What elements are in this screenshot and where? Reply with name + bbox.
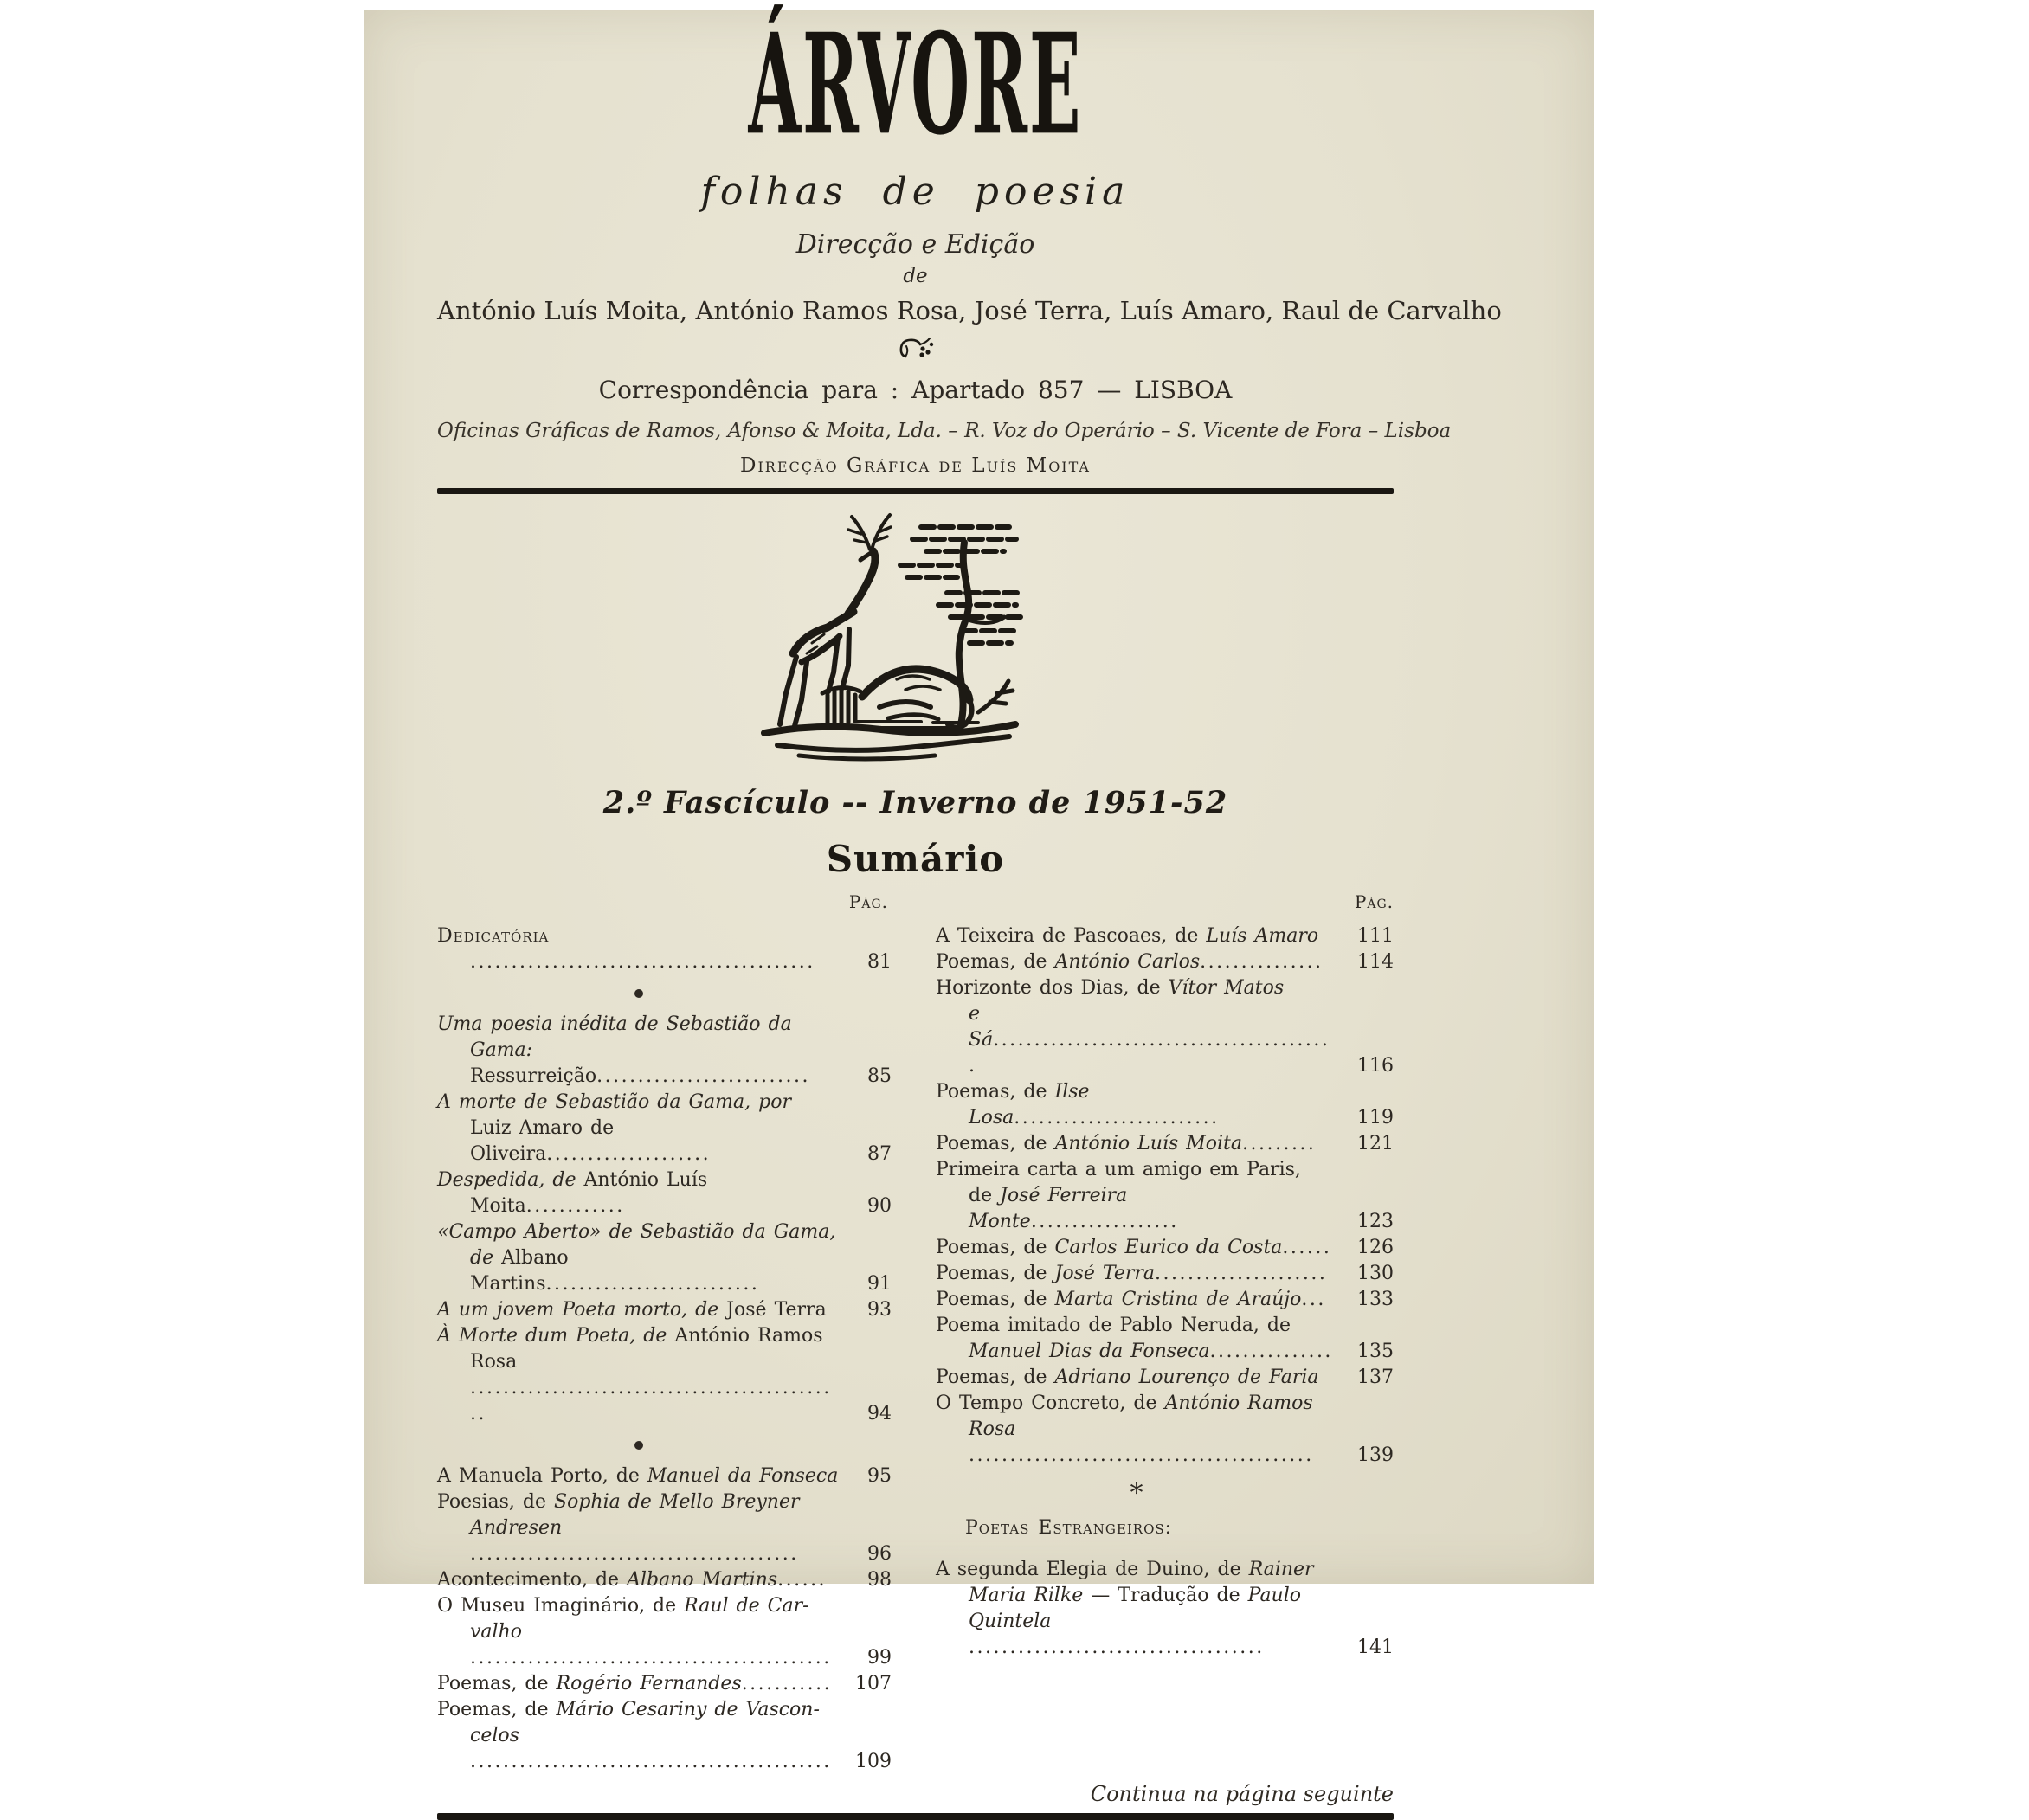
toc-page-number: 95	[867, 1465, 892, 1487]
toc-entry	[936, 1313, 1394, 1365]
toc-entry	[437, 1012, 892, 1090]
toc-page-number: 107	[855, 1673, 892, 1695]
toc-page-number: 141	[1357, 1637, 1394, 1658]
toc-entry-text: Dedicatória ..........................................	[437, 925, 815, 973]
toc-entry-text: Uma poesia inédita de Sebastião da Gama: Ressurreição..........................	[437, 1013, 810, 1087]
toc-entry-text: Poemas, de Rogério Fernandes...........	[437, 1673, 833, 1695]
toc-page-number: 81	[867, 951, 892, 973]
toc-page-number: 114	[1357, 951, 1394, 973]
toc-entry-text: Poemas, de Adriano Lourenço de Faria	[936, 1367, 1319, 1388]
toc-page-number: 98	[867, 1569, 892, 1591]
toc-entry	[437, 1167, 892, 1219]
toc-entry	[936, 1157, 1394, 1235]
toc-entry-text: Poemas, de Mário Cesariny de Vascon- celos ............................................	[437, 1699, 832, 1772]
toc-entry-text: Poemas, de Carlos Eurico da Costa......	[936, 1237, 1332, 1258]
toc-page-number: 90	[867, 1195, 892, 1217]
toc-entry	[437, 923, 892, 975]
toc-separator-bullet	[437, 987, 892, 999]
toc-entry-text: Poemas, de António Carlos...............	[936, 951, 1324, 973]
graphic-direction-line: Direcção Gráfica de Luís Moita	[740, 454, 1091, 477]
toc-entry-text: Poemas, de Ilse Losa.........................	[936, 1081, 1220, 1129]
toc-column-right	[936, 889, 1394, 1775]
toc-page-number: 91	[867, 1273, 892, 1295]
toc-page-number: 116	[1357, 1055, 1394, 1077]
toc-page-number: 139	[1357, 1444, 1394, 1466]
toc-entry	[437, 1567, 892, 1593]
toc-page-number: 126	[1357, 1237, 1394, 1258]
page-column-header: Pág.	[1354, 891, 1394, 912]
toc-entry-text: A Manuela Porto, de Manuel da Fonseca	[437, 1465, 839, 1487]
toc-entry	[437, 1593, 892, 1671]
toc-entry-text: «Campo Aberto» de Sebastião da Gama, de Albano Martins..........................	[437, 1221, 836, 1295]
toc-page-number: 130	[1357, 1263, 1394, 1284]
toc-entry	[437, 1489, 892, 1567]
toc-page-number: 135	[1357, 1341, 1394, 1362]
bottom-divider-rule	[437, 1813, 1394, 1820]
toc-entry-text: A Teixeira de Pascoaes, de Luís Amaro	[936, 925, 1319, 947]
page-column-header: Pág.	[848, 891, 888, 912]
toc-entry	[936, 1287, 1394, 1313]
toc-entry	[936, 1365, 1394, 1391]
toc-entry-text: Poemas, de António Luís Moita.........	[936, 1133, 1317, 1154]
toc-entry	[936, 1391, 1394, 1469]
toc-entry	[437, 1463, 892, 1489]
magazine-title: ÁRVORE	[748, 4, 1083, 167]
toc-entry-text: A morte de Sebastião da Gama, por Luiz Amaro de Oliveira....................	[437, 1091, 791, 1165]
table-of-contents	[437, 889, 1394, 1775]
bullet-icon	[634, 989, 643, 998]
masthead	[437, 4, 1394, 167]
toc-right-entries	[936, 923, 1394, 1661]
toc-entry-text: O Museu Imaginário, de Raul de Car- valho ............................................	[437, 1595, 832, 1669]
toc-entry	[936, 949, 1394, 975]
printer-imprint-line: Oficinas Gráficas de Ramos, Afonso & Moita, Lda. – R. Voz do Operário – S. Vicente de Fora – Lisboa	[437, 420, 1452, 442]
toc-page-number: 85	[867, 1065, 892, 1087]
toc-entry-text: A segunda Elegia de Duino, de Rainer Maria Rilke — Tradução de Paulo Quintela ....................................	[936, 1559, 1314, 1658]
toc-entry	[936, 1235, 1394, 1261]
scanned-page	[364, 4, 1594, 1806]
toc-entry	[936, 975, 1394, 1079]
toc-entry	[936, 923, 1394, 949]
toc-entry-text: Primeira carta a um amigo em Paris, de José Ferreira Monte..................	[936, 1159, 1301, 1232]
toc-entry-text: Acontecimento, de Albano Martins......	[437, 1569, 828, 1591]
toc-page-number: 119	[1357, 1107, 1394, 1129]
toc-entry-text: O Tempo Concreto, de António Ramos Rosa ..........................................	[936, 1392, 1314, 1466]
toc-page-number: 87	[867, 1143, 892, 1165]
bullet-icon	[634, 1441, 643, 1450]
toc-entry-text: A um jovem Poeta morto, de José Terra	[437, 1299, 827, 1321]
toc-page-number: 111	[1357, 925, 1394, 947]
toc-entry	[936, 1557, 1394, 1661]
toc-page-number: 109	[855, 1751, 892, 1772]
continuation-note: Continua na página seguinte	[1090, 1782, 1394, 1806]
toc-section-heading: Poetas Estrangeiros:	[965, 1517, 1173, 1539]
toc-entry	[437, 1219, 892, 1297]
toc-page-number: 99	[867, 1647, 892, 1669]
toc-entry	[437, 1323, 892, 1427]
toc-page-number: 123	[1357, 1211, 1394, 1232]
toc-left-entries	[437, 923, 892, 1775]
toc-page-number: 137	[1357, 1367, 1394, 1388]
correspondence-line: Correspondência para : Apartado 857 — LISBOA	[598, 376, 1233, 404]
toc-entry-text: Horizonte dos Dias, de Vítor Matos e Sá..........................................	[936, 977, 1330, 1077]
toc-entry-text: Poemas, de Marta Cristina de Araújo...	[936, 1289, 1326, 1310]
toc-page-number: 93	[867, 1299, 892, 1321]
toc-separator-asterisk: *	[1130, 1478, 1143, 1508]
toc-entry-text: Poema imitado de Pablo Neruda, de Manuel Dias da Fonseca...............	[936, 1315, 1333, 1362]
toc-entry	[437, 1671, 892, 1697]
toc-entry	[936, 1261, 1394, 1287]
toc-page-number: 133	[1357, 1289, 1394, 1310]
toc-entry-text: À Morte dum Poeta, de António Ramos Rosa ..............................................	[437, 1325, 832, 1424]
magazine-subtitle: folhas de poesia	[700, 170, 1130, 214]
page-content	[437, 4, 1502, 1820]
stag-woodcut-illustration	[437, 506, 1394, 762]
toc-entry	[437, 1297, 892, 1323]
toc-entry-text: Poesias, de Sophia de Mello Breyner Andresen ........................................	[437, 1491, 800, 1565]
fascicle-line: 2.º Fascículo -- Inverno de 1951-52	[602, 785, 1228, 820]
toc-entry	[437, 1090, 892, 1167]
toc-entry-text: Poemas, de José Terra.....................	[936, 1263, 1328, 1284]
toc-column-left	[437, 889, 892, 1775]
toc-entry	[936, 1131, 1394, 1157]
edition-label: Direcção e Edição	[795, 229, 1035, 260]
editors-line: António Luís Moita, António Ramos Rosa, José Terra, Luís Amaro, Raul de Carvalho	[437, 296, 1502, 325]
toc-entry	[936, 1079, 1394, 1131]
toc-entry-text: Despedida, de António Luís Moita............	[437, 1169, 708, 1217]
toc-page-number: 96	[867, 1543, 892, 1565]
top-divider-rule	[437, 488, 1394, 494]
summary-title: Sumário	[826, 838, 1005, 880]
toc-page-number: 94	[867, 1403, 892, 1424]
toc-page-number: 121	[1357, 1133, 1394, 1154]
fleuron-icon	[437, 334, 1394, 362]
toc-separator-bullet	[437, 1438, 892, 1450]
toc-entry	[437, 1697, 892, 1775]
edition-de-label: de	[903, 265, 928, 287]
